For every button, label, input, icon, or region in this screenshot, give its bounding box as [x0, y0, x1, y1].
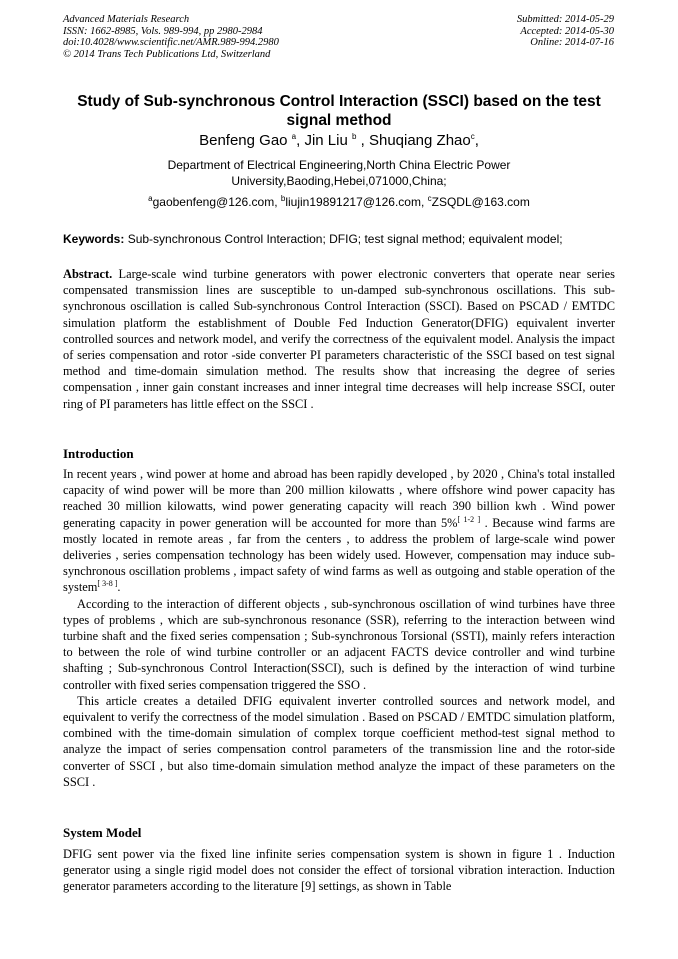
affiliation: [63, 157, 615, 189]
copyright: © 2014 Trans Tech Publications Ltd, Switzerland: [63, 48, 271, 60]
email-sup: b: [280, 194, 286, 203]
email-link[interactable]: liujin19891217@126.com: [285, 195, 421, 209]
section-heading-introduction: Introduction: [63, 446, 134, 461]
doi: doi:10.4028/www.scientific.net/AMR.989-994.2980: [63, 37, 279, 48]
text: .: [117, 580, 121, 595]
submitted-date: Submitted: 2014-05-29: [516, 14, 614, 25]
author: Benfeng Gao: [199, 132, 288, 149]
issn: ISSN: 1662-8985, Vols. 989-994, pp 2980-2984: [63, 25, 263, 37]
section-heading-system-model: System Model: [63, 825, 142, 840]
affiliation-line: University,Baoding,Hebei,071000,China;: [231, 174, 447, 188]
text: . Because wind farms are mostly located in remote areas , far from the centers , to address the problem of large-scale wind power deliveries , series compensation technology has been widely used. However, compensation may induce sub-synchronous oscillation problems , impact safety of wind farms as well as outgoing and stable operation of the system: [63, 515, 615, 595]
authors: Benfeng Gao $^a$, Jin Liu $^b$ , Shuqiang Zhao$^c$,: [199, 132, 479, 149]
citation[interactable]: [ 1-2 ]: [457, 514, 481, 524]
paragraph: [63, 466, 615, 596]
abstract: [63, 266, 615, 412]
email-link[interactable]: ZSQDL@163.com: [431, 195, 530, 209]
author: Shuqiang Zhao: [368, 132, 471, 149]
author-sup: b: [352, 132, 357, 141]
accepted-date: Accepted: 2014-05-30: [520, 25, 614, 37]
introduction-body: [63, 466, 615, 790]
journal-info: [63, 14, 279, 60]
author-sup: c: [470, 132, 475, 141]
online-date: Online: 2014-07-16: [530, 37, 614, 48]
abstract-label: Abstract.: [63, 267, 113, 281]
text: In recent years , wind power at home and abroad has been rapidly developed , by 2020 , China's total installed capacity of wind power will be more than 200 million kilowatts , where offshore wind power capacity has reached 30 million kilowatts, wind power generating capacity will reach 390 billion kwh . Wind power generating capacity in power generation will be accounted for more than 5%: [63, 467, 615, 530]
affiliation-line: Department of Electrical Engineering,North China Electric Power: [167, 158, 511, 172]
email-sup: c: [427, 194, 432, 203]
paragraph: This article creates a detailed DFIG equivalent inverter controlled sources and network model, and equivalent to verify the correctness of the model simulation . Based on PSCAD / EMTDC simulation platform, combined with the time-domain simulation of complex torque coefficient method-test signal method to analyze the impact of series compensation control parameters of the transmission line and the rotor-side converter of SSCI , but also time-domain simulation method analyze the impact of these parameters on the SSCI .: [63, 693, 615, 789]
paragraph: DFIG sent power via the fixed line infinite series compensation system is shown in figure 1 . Induction generator using a single rigid model does not consider the effect of torsional vibration interaction. Induction generator parameters according to the literature [9] settings, as shown in Table: [63, 847, 615, 894]
author-sup: a: [291, 132, 297, 141]
email-sup: a: [148, 194, 153, 203]
keywords-text: Sub-synchronous Control Interaction; DFIG; test signal method; equivalent model;: [127, 232, 563, 246]
dates: [517, 14, 614, 49]
keywords: [63, 232, 623, 246]
paper-title: Study of Sub-synchronous Control Interaction (SSCI) based on the test signal method: [77, 93, 601, 129]
keywords-label: Keywords:: [63, 232, 125, 246]
citation[interactable]: [ 3-8 ]: [97, 579, 118, 589]
emails: $^a$gaobenfeng@126.com, $^b$liujin19891217@126.com, $^c$ZSQDL@163.com: [148, 194, 530, 209]
paragraph: According to the interaction of different objects , sub-synchronous oscillation of wind turbines have three types of problems , which are sub-synchronous resonance (SSR), referring to the interaction between wind turbine shaft and the fixed series compensation ; Sub-synchronous Torsional (SSTI), mainly refers interaction to between the role of wind turbine controller or an adjacent FACTS device controller and wind turbine shafting ; Sub-synchronous Control Interaction(SSCI), such is defined by the interaction of wind turbine controller with fixed series compensation triggered the SSO .: [63, 596, 615, 692]
journal-name: Advanced Materials Research: [63, 14, 190, 25]
email-link[interactable]: gaobenfeng@126.com: [152, 195, 275, 209]
author: Jin Liu: [304, 132, 348, 149]
system-model-body: [63, 846, 615, 895]
abstract-text: Large-scale wind turbine generators with power electronic converters that operate near series compensated transmission lines are susceptible to un-damped sub-synchronous oscillations. This sub-synchronous oscillation is called Sub-synchronous Control Interaction (SSCI). Based on PSCAD / EMTDC simulation platform the establishment of Double Fed Induction Generator(DFIG) equivalent inverter controlled sources and network model, and verify the correctness of the equivalent model. Analysis the impact of series compensation and rotor -side converter PI parameters characteristic of the SSCI based on test signal method and time-domain simulation method. The results show that increasing the degree of series compensation , inner gain constant increases and inner integral time decreases will help increase SSCI, outer ring of PI parameters has little effect on the SSCI .: [63, 267, 615, 411]
